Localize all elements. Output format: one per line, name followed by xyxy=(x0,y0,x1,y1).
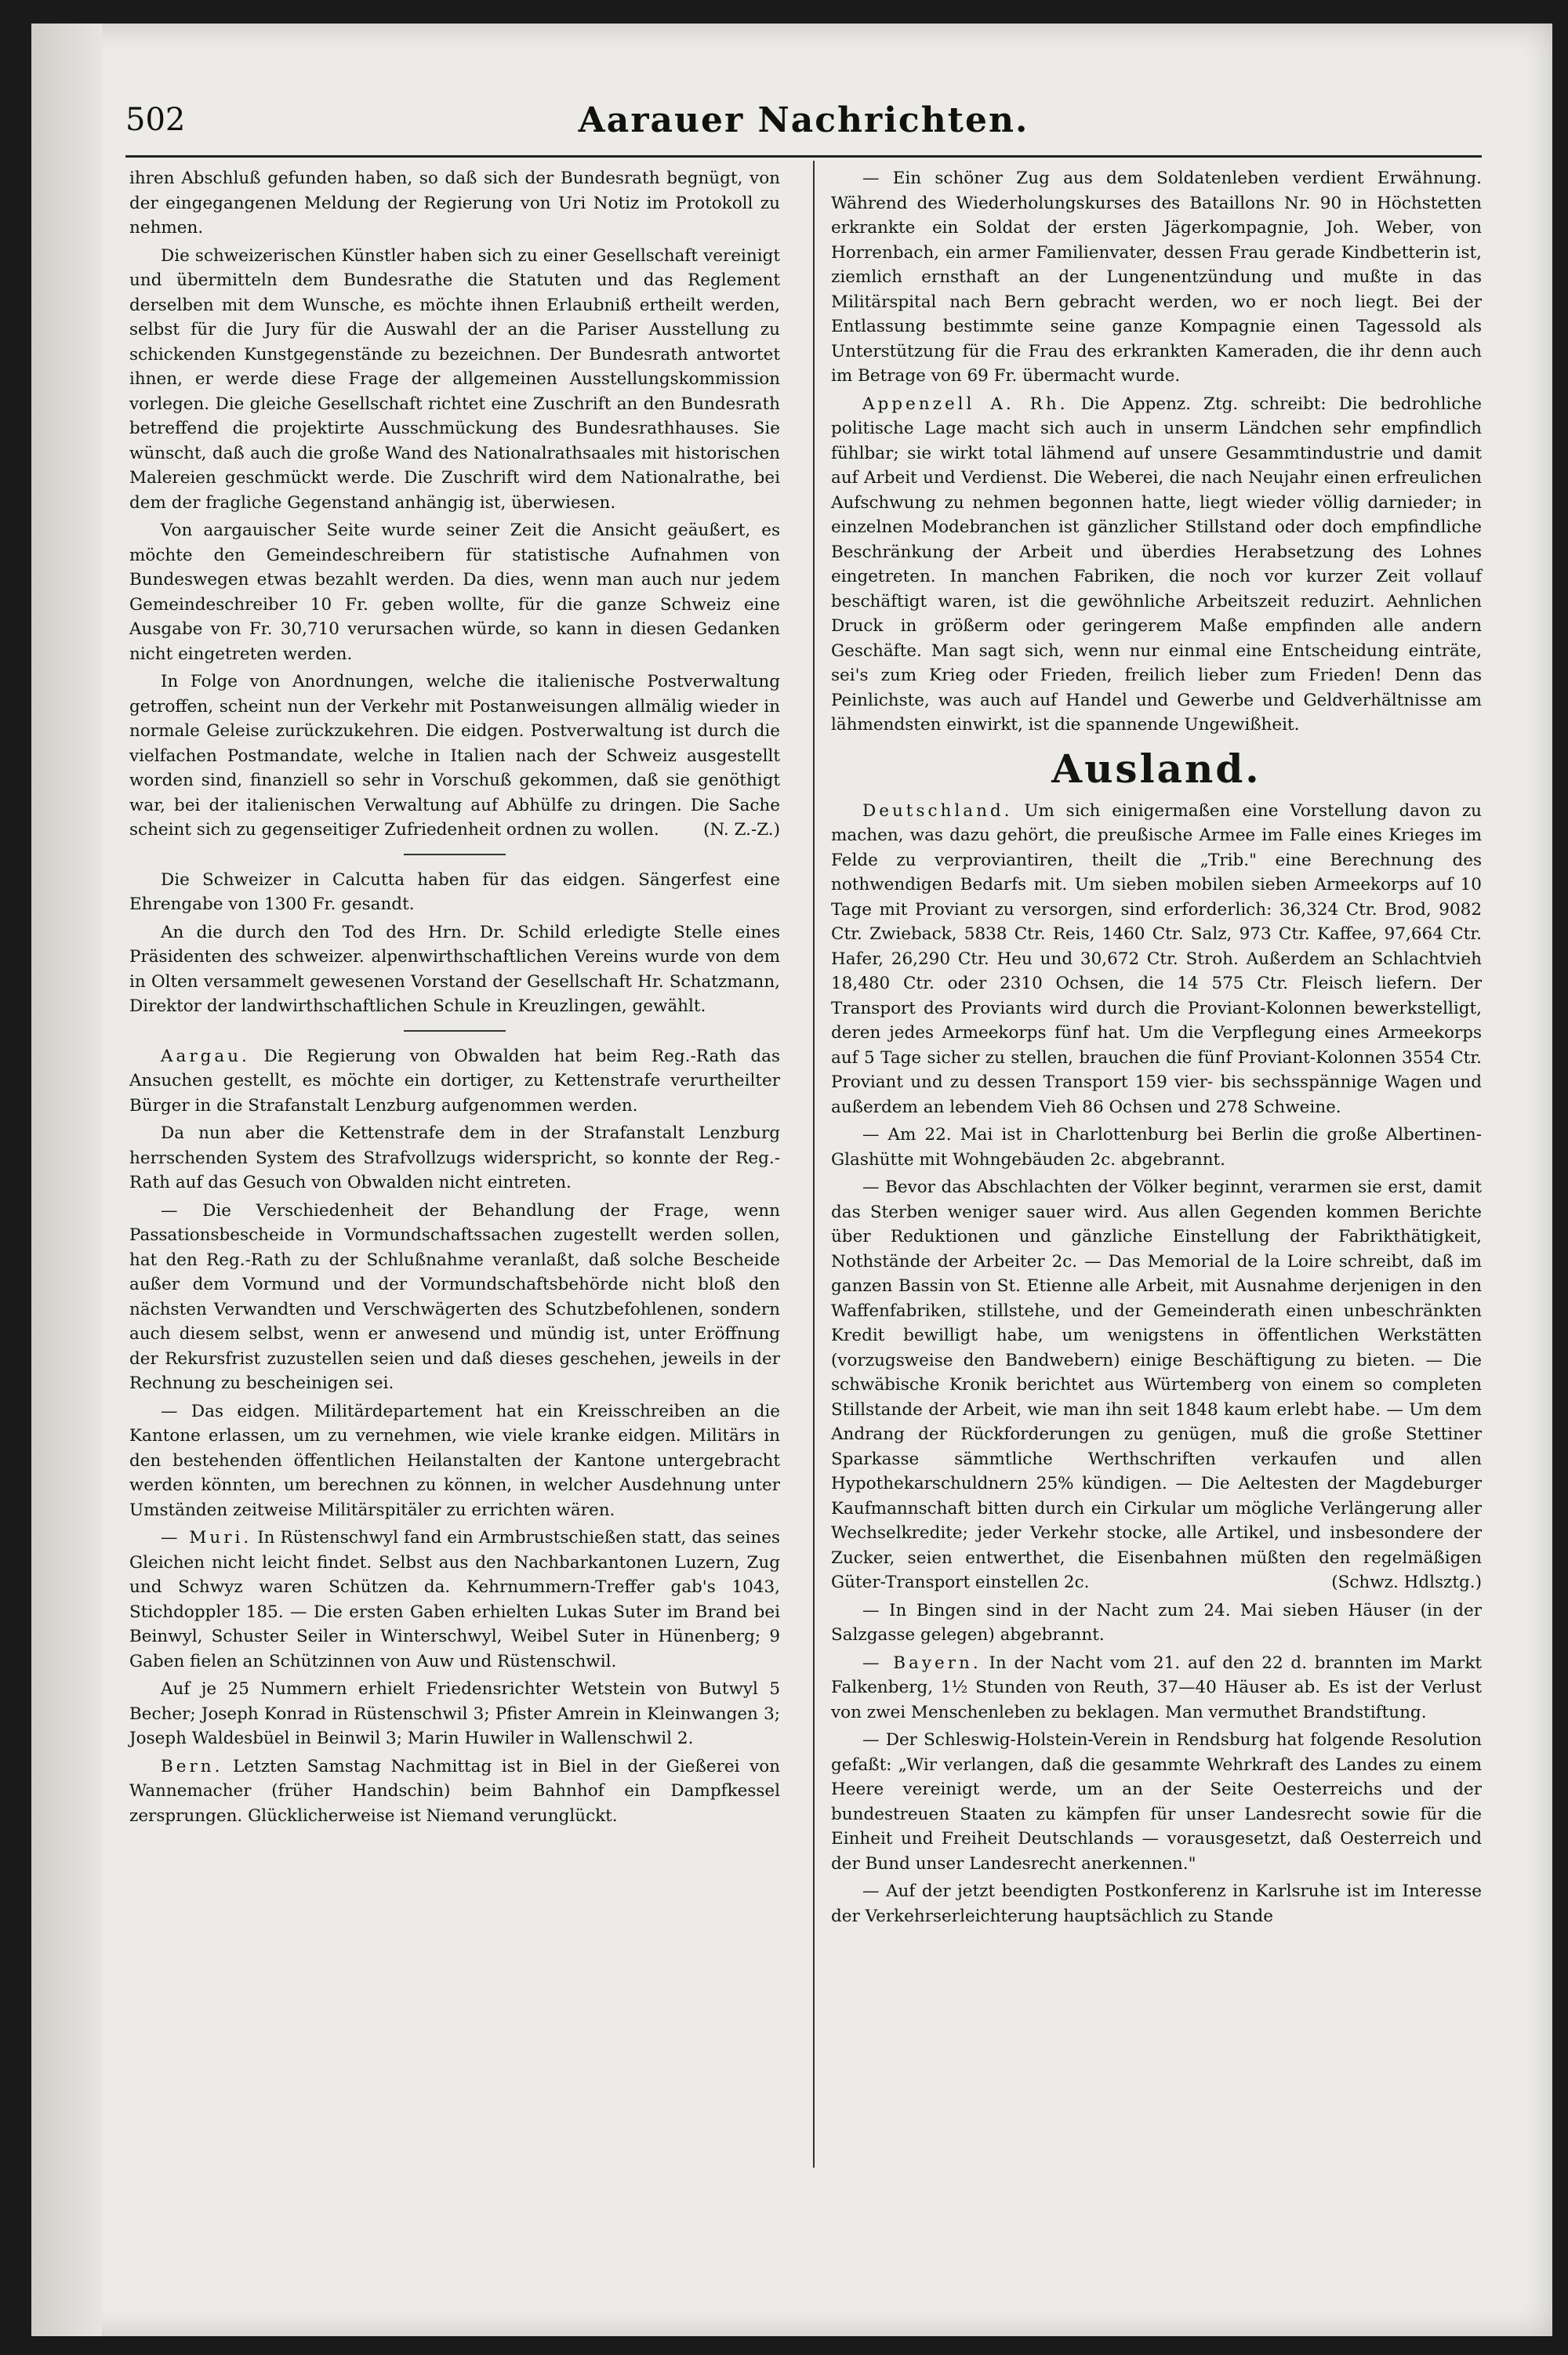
article-paragraph: — Die Verschiedenheit der Behandlung der Frage, wenn Passationsbescheide in Vormundschaftssachen zugestellt werden sollen, hat den Reg.-Rath zu der Schlußnahme veranlaßt, daß solche Bescheide außer dem Vormund und der Vormundschaftsbehörde nicht bloß den nächsten Verwandten und Verschwägerten des Schutzbefohlenen, sondern auch diesem selbst, wenn er anwesend und mündig ist, unter Eröffnung der Rekursfrist zuzustellen seien und daß dieses geschehen, jeweils in der Rechnung zu bescheinigen sei. xyxy=(129,1200,780,1393)
article-paragraph: ihren Abschluß gefunden haben, so daß sich der Bundesrath begnügt, von der eingegangenen Meldung der Regierung von Uri Notiz im Protokoll zu nehmen. xyxy=(129,169,780,238)
source-tag: (Schwz. Hdlsztg.) xyxy=(1331,1573,1482,1592)
article-paragraph: Auf je 25 Nummern erhielt Friedensrichter Wetstein von Butwyl 5 Becher; Joseph Konrad in Rüstenschwil 3; Pfister Amrein in Kleinwangen 3; Joseph Waldesbüel in Beinwil 3; Marin Huwiler in Wallenschwil 2. xyxy=(129,1679,780,1748)
article-text: Die Appenz. Ztg. schreibt: Die bedrohliche politische Lage macht sich auch in unserm Ländchen sehr empfindlich fühlbar; sie wirkt total lähmend auf unsere Gesammtindustrie und damit auf Arbeit und Verdienst. Die Weberei, die nach Neujahr einen erfreulichen Aufschwung zu nehmen begonnen hatte, liegt wieder völlig darnieder; in einzelnen Modebranchen ist gänzlicher Stillstand oder doch empfindliche Beschränkung der Arbeit und überdies Herabsetzung des Lohnes eingetreten. In manchen Fabriken, die noch vor kurzer Zeit vollauf beschäftigt waren, ist die gewöhnliche Arbeitszeit reduzirt. Aehnlichen Druck in größerm oder geringerem Maße empfinden alle andern Geschäfte. Man sagt sich, wenn nur einmal eine Entscheidung einträte, sei's zum Krieg oder Frieden, freilich lieber zum Frieden! Denn das Peinlichste, was auch auf Handel und Gewerbe und Geldverhältnisse am lähmendsten einwirkt, ist die spannende Ungewißheit. xyxy=(831,394,1483,735)
article-paragraph xyxy=(831,799,1482,1120)
place-name: — Bayern. xyxy=(862,1653,982,1673)
separator-rule xyxy=(404,1030,506,1032)
article-paragraph: — Das eidgen. Militärdepartement hat ein Kreisschreiben an die Kantone erlassen, um zu vernehmen, wie viele kranke eidgen. Militärs in den bestehenden öffentlichen Heilanstalten der Kantone untergebracht werden könnten, um berechnen zu können, in welcher Ausdehnung unter Umständen zeitweise Militärspitäler zu errichten wären. xyxy=(129,1401,780,1520)
article-paragraph: Von aargauischer Seite wurde seiner Zeit die Ansicht geäußert, es möchte den Gemeindeschreibern für statistische Aufnahmen von Bundeswegen etwas bezahlt werden. Da dies, wenn man auch nur jedem Gemeindeschreiber 10 Fr. geben wollte, für die ganze Schweiz eine Ausgabe von Fr. 30,710 verursachen würde, so kann in diesen Gedanken nicht eingetreten werden. xyxy=(129,521,780,664)
place-name: — Muri. xyxy=(161,1528,252,1548)
article-paragraph xyxy=(129,1526,780,1674)
article-paragraph xyxy=(129,669,780,843)
article-text: In Folge von Anordnungen, welche die italienische Postverwaltung getroffen, scheint nun der Verkehr mit Postanweisungen allmälig wieder in normale Geleise zurückzukehren. Die eidgen. Postverwaltung ist durch die vielfachen Postmandate, welche in Italien nach der Schweiz ausgestellt worden sind, finanziell so sehr in Vorschuß gekommen, daß sie genöthigt war, bei der italienischen Verwaltung auf Abhülfe zu dringen. Die Sache scheint sich zu gegenseitiger Zufriedenheit ordnen zu wollen. xyxy=(129,672,780,840)
article-paragraph: — Auf der jetzt beendigten Postkonferenz in Karlsruhe ist im Interesse der Verkehrserleichterung hauptsächlich zu Stande xyxy=(831,1881,1482,1926)
article-paragraph: Die Schweizer in Calcutta haben für das eidgen. Sängerfest eine Ehrengabe von 1300 Fr. gesandt. xyxy=(129,869,780,914)
place-name: Bern. xyxy=(161,1756,223,1776)
article-paragraph: — In Bingen sind in der Nacht zum 24. Mai sieben Häuser (in der Salzgasse gelegen) abgebrannt. xyxy=(831,1600,1482,1645)
page-gutter xyxy=(31,24,102,2336)
article-paragraph: — Der Schleswig-Holstein-Verein in Rendsburg hat folgende Resolution gefaßt: „Wir verlangen, daß die gesammte Wehrkraft des Landes zu einem Heere vereinigt werde, um an der Seite Oesterreichs und der bundestreuen Staaten zu kämpfen für unser Landesrecht sowie für die Einheit und Freiheit Deutschlands — vorausgesetzt, daß Oesterreich und der Bund unser Landesrecht anerkennen." xyxy=(831,1730,1482,1874)
place-name: Deutschland. xyxy=(862,800,1013,821)
source-tag: (N. Z.-Z.) xyxy=(703,820,780,840)
article-paragraph xyxy=(831,1175,1482,1595)
separator-rule xyxy=(404,854,506,855)
article-text: Die Regierung von Obwalden hat beim Reg.-Rath das Ansuchen gestellt, es möchte ein dortiger, zu Kettenstrafe verurtheilter Bürger in die Strafanstalt Lenzburg aufgenommen werden. xyxy=(129,1046,780,1116)
article-text: — Bevor das Abschlachten der Völker beginnt, verarmen sie erst, damit das Sterben weniger sauer wird. Aus allen Gegenden kommen Berichte über Reduktionen und gänzliche Einstellung der Fabrikthätigkeit, Nothstände der Arbeiter 2c. — Das Memorial de la Loire schreibt, daß im ganzen Bassin von St. Etienne alle Arbeit, mit Ausnahme derjenigen in den Waffenfabriken, stillstehe, und der Gemeinderath einen unbeschränkten Kredit bewilligt habe, um wenigstens in öffentlichen Werkstätten (vorzugsweise den Bandwebern) einige Beschäftigung zu bieten. — Die schwäbische Kronik berichtet aus Würtemberg von einem so completen Stillstande der Arbeit, wie man ihn seit 1848 kaum erlebt habe. — Um dem Andrang der Rückforderungen zu genügen, muß die große Stettiner Sparkasse sämmtliche Werthschriften verkaufen und allen Hypothekarschuldnern 25% kündigen. — Die Aeltesten der Magdeburger Kaufmannschaft bitten durch ein Cirkular um mögliche Verlängerung aller Wechselkredite; jeder Verkehr stocke, alle Artikel, und insbesondere der Zucker, seien entwerthet, die Eisenbahnen müßten den regelmäßigen Güter-Transport einstellen 2c. xyxy=(831,1178,1482,1592)
section-heading: Ausland. xyxy=(1051,745,1261,792)
page-header xyxy=(125,102,1482,149)
page-number: 502 xyxy=(125,102,186,138)
place-name: Appenzell A. Rh. xyxy=(862,394,1069,414)
article-paragraph: — Ein schöner Zug aus dem Soldatenleben verdient Erwähnung. Während des Wiederholungskurses des Bataillons Nr. 90 in Höchstetten erkrankte ein Soldat der ersten Jägerkompagnie, Joh. Weber, von Horrenbach, ein armer Familienvater, dessen Frau gerade Kindbetterin ist, ziemlich ernsthaft an der Lungenentzündung und mußte in das Militärspital nach Bern gebracht werden, wo er noch liegt. Bei der Entlassung bestimmte seine ganze Kompagnie einen Tagessold als Unterstützung für die Frau des erkrankten Kameraden, die ihr denn auch im Betrage von 69 Fr. übermacht wurde. xyxy=(831,169,1482,386)
article-text: In Rüstenschwyl fand ein Armbrustschießen statt, das seines Gleichen nicht leicht findet. Selbst aus den Nachbarkantonen Luzern, Zug und Schwyz waren Schützen da. Kehrnummern-Treffer gab's 1043, Stichdoppler 185. — Die ersten Gaben erhielten Lukas Suter im Brand bei Beinwyl, Schuster Seiler in Winterschwyl, Weibel Suter in Hünenberg; 9 Gaben fielen an Schützinnen von Auw und Rüstenschwil. xyxy=(129,1528,780,1671)
column-divider xyxy=(813,161,815,2168)
article-paragraph xyxy=(129,1044,780,1119)
article-text: Um sich einigermaßen eine Vorstellung davon zu machen, was dazu gehört, die preußische Armee im Falle eines Krieges im Felde zu verproviantiren, theilt die „Trib." eine Berechnung des nothwendigen Bedarfs mit. Um sieben mobilen sieben Armeekorps auf 10 Tage mit Proviant zu versorgen, sind erforderlich: 36,324 Ctr. Brod, 9082 Ctr. Zwieback, 5838 Ctr. Reis, 1460 Ctr. Salz, 973 Ctr. Kaffee, 97,664 Ctr. Hafer, 26,290 Ctr. Heu und 30,672 Ctr. Stroh. Außerdem an Schlachtvieh 18,480 Ctr. oder 2310 Ochsen, die 14 575 Ctr. Fleisch liefern. Der Transport des Proviants wird durch die Proviant-Kolonnen bewerkstelligt, deren jedes Armeekorps fünf hat. Um die Verpflegung eines Armeekorps auf 5 Tage sicher zu stellen, brauchen die fünf Proviant-Kolonnen 3554 Ctr. Proviant und zu dessen Transport 159 vier- bis sechsspännige Wagen und außerdem an lebendem Vieh 86 Ochsen und 278 Schweine. xyxy=(831,800,1483,1117)
place-name: Aargau. xyxy=(161,1046,250,1066)
masthead-title: Aarauer Nachrichten. xyxy=(578,100,1029,140)
article-text: In der Nacht vom 21. auf den 22 d. brannten im Markt Falkenberg, 1½ Stunden von Reuth, 37—40 Häuser ab. Es ist der Verlust von zwei Menschenleben zu beklagen. Man vermuthet Brandstiftung. xyxy=(831,1653,1483,1722)
article-paragraph xyxy=(831,392,1482,738)
header-rule xyxy=(125,155,1482,158)
article-text: Letzten Samstag Nachmittag ist in Biel in der Gießerei von Wannemacher (früher Handschin) beim Bahnhof ein Dampfkessel zersprungen. Glücklicherweise ist Niemand verunglückt. xyxy=(129,1756,780,1826)
article-paragraph: An die durch den Tod des Hrn. Dr. Schild erledigte Stelle eines Präsidenten des schweizer. alpenwirthschaftlichen Vereins wurde von dem in Olten versammelt gewesenen Vorstand der Gesellschaft Hr. Schatzmann, Direktor der landwirthschaftlichen Schule in Kreuzlingen, gewählt. xyxy=(129,922,780,1016)
right-column xyxy=(831,166,1482,1932)
article-paragraph: Da nun aber die Kettenstrafe dem in der Strafanstalt Lenzburg herrschenden System des Strafvollzugs widerspricht, so konnte der Reg.-Rath auf das Gesuch von Obwalden nicht eintreten. xyxy=(129,1123,780,1192)
article-paragraph xyxy=(831,1651,1482,1725)
article-paragraph: Die schweizerischen Künstler haben sich zu einer Gesellschaft vereinigt und übermitteln dem Bundesrathe die Statuten und das Reglement derselben mit dem Wunsche, es möchte ihnen Erlaubniß ertheilt werden, selbst für die Jury für die Auswahl der an die Pariser Ausstellung zu schickenden Kunstgegenstände zu bezeichnen. Der Bundesrath antwortet ihnen, er werde diese Frage der allgemeinen Ausstellungskommission vorlegen. Die gleiche Gesellschaft richtet eine Zuschrift an den Bundesrath betreffend die projektirte Ausschmückung des Bundesrathhauses. Sie wünscht, daß auch die große Wand des Nationalrathsaales mit historischen Malereien geschmückt werde. Die Zuschrift wird dem Nationalrathe, bei dem der fragliche Gegenstand anhängig ist, überwiesen. xyxy=(129,245,780,513)
left-column xyxy=(129,166,780,1831)
article-paragraph xyxy=(129,1754,780,1829)
article-paragraph: — Am 22. Mai ist in Charlottenburg bei Berlin die große Albertinen-Glashütte mit Wohngebäuden 2c. abgebrannt. xyxy=(831,1125,1482,1170)
